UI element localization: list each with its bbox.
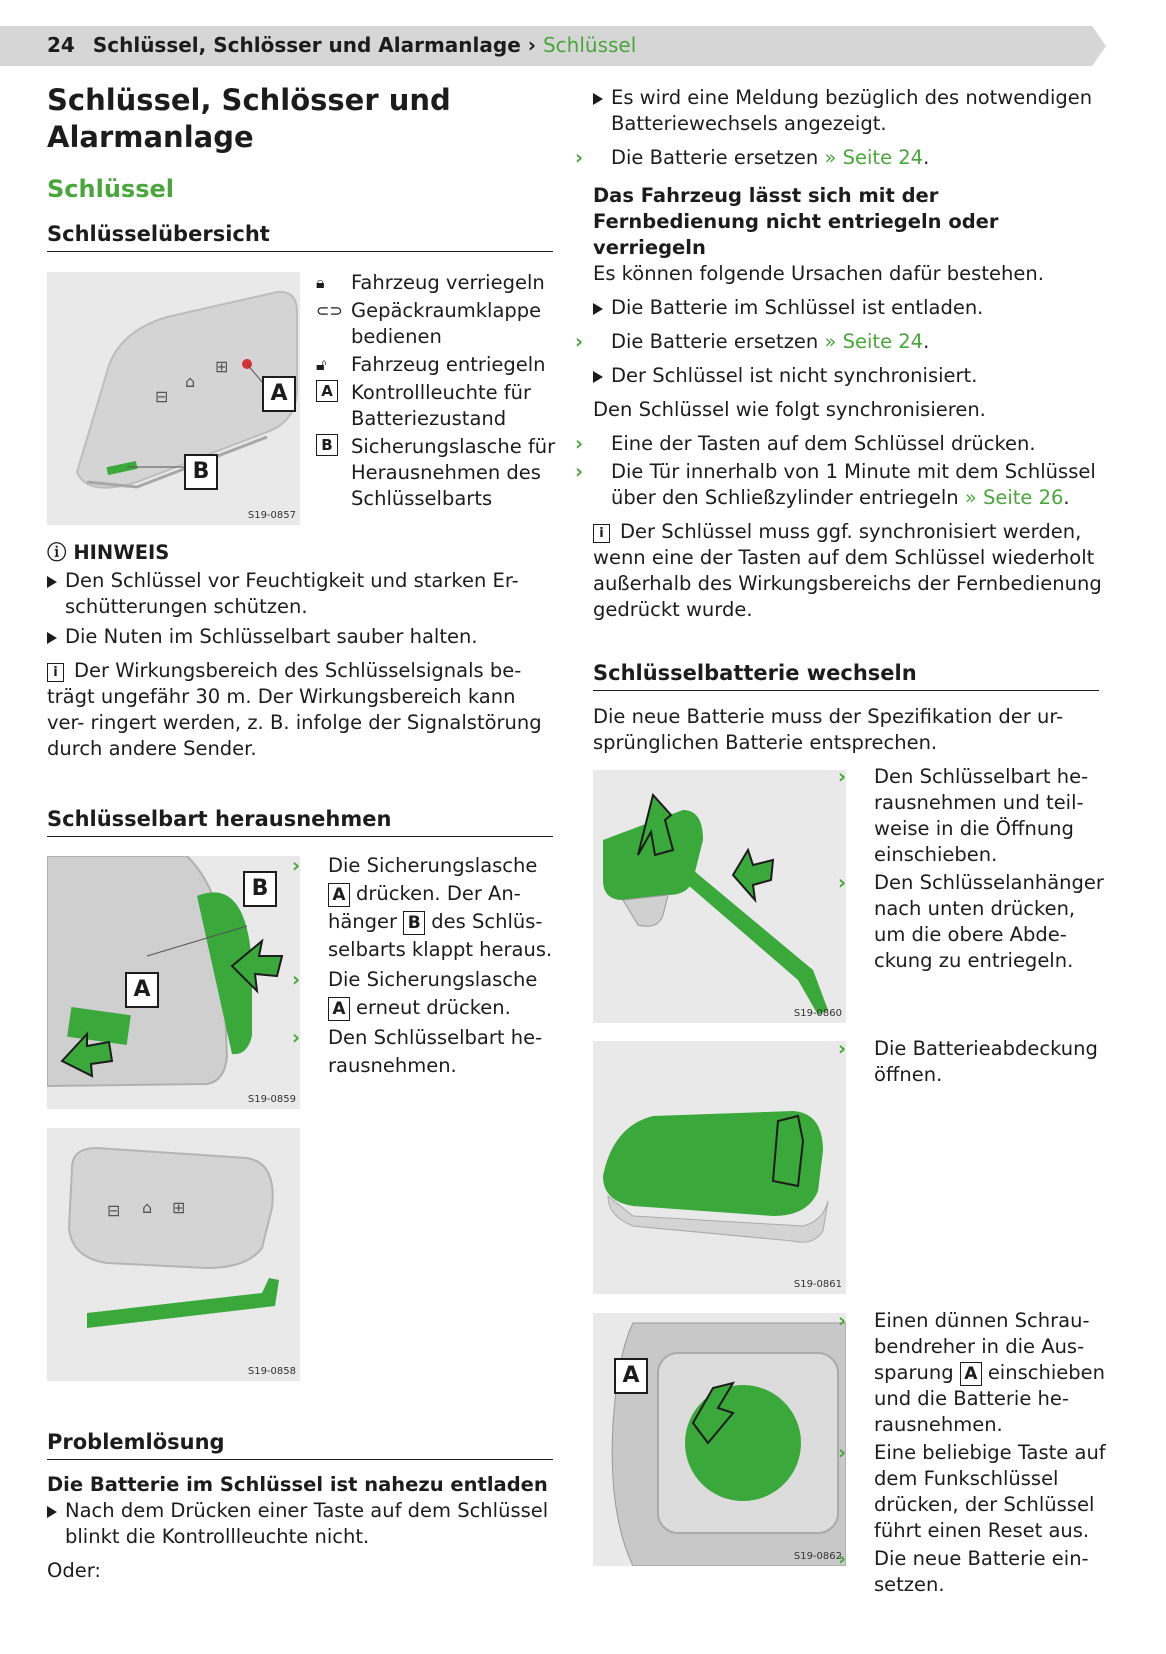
chevron-icon: › <box>575 146 584 169</box>
hinweis-title: ⓘ HINWEIS <box>47 541 170 564</box>
header-arrow <box>1092 26 1106 66</box>
svg-text:⊞: ⊞ <box>172 1198 186 1217</box>
divider <box>47 836 553 837</box>
info-note: i Der Schlüssel muss ggf. synchronisiert werden, wenn eine der Tasten auf dem Schlüssel wiederholt außerhalb des Wirkungsbereichs der Fernbedienung gedrückt wurde. <box>593 520 1102 621</box>
figure-code: S19-0859 <box>247 1094 296 1105</box>
box-a-icon: A <box>316 380 338 402</box>
chevron-icon: › <box>838 1037 847 1060</box>
figure-battery-step3 <box>593 1313 846 1566</box>
chevron-icon: › <box>838 1547 847 1570</box>
legend-item: 🔒︎ Fahrzeug verriegeln <box>316 271 545 294</box>
sync-intro: Den Schlüssel wie folgt synchronisieren. <box>593 398 986 421</box>
bullet-icon <box>47 576 57 588</box>
remove-steps <box>292 852 556 1080</box>
step-item: › Den Schlüsselbart he- rausnehmen und teil- weise in die Öffnung einschieben. <box>838 765 1089 866</box>
fig6-steps <box>838 1308 1106 1598</box>
figure-code: S19-0857 <box>247 510 296 521</box>
list-item: Nach dem Drücken einer Taste auf dem Schlüssel blinkt die Kontrollleuchte nicht. <box>47 1498 553 1550</box>
info-note: i Der Wirkungsbereich des Schlüsselsignals be- trägt ungefähr 30 m. Der Wirkungsbereich kann ver- ringert werden, z. B. infolge der Signalstörung durch andere Sender. <box>47 659 542 760</box>
svg-text:⌂: ⌂ <box>185 372 196 391</box>
step-item: › Die Batterie ersetzen » Seite 24. <box>575 330 930 353</box>
unlock-icon: 🔓︎ <box>316 355 327 374</box>
figure-code: S19-0861 <box>793 1279 842 1290</box>
divider <box>593 690 1099 691</box>
section-title: Schlüssel <box>47 175 174 203</box>
step-item: › Die neue Batterie ein- setzen. <box>838 1547 1089 1596</box>
bullet-icon <box>593 303 603 315</box>
step-item: › Die Tür innerhalb von 1 Minute mit dem Schlüssel über den Schließzylinder entriegeln » Seite 26. <box>575 460 1096 509</box>
figure-battery-step2 <box>593 1041 846 1294</box>
svg-text:⊞: ⊞ <box>215 357 229 376</box>
problem-subheading: Die Batterie im Schlüssel ist nahezu entladen <box>47 1473 548 1496</box>
figure-code: S19-0858 <box>247 1366 296 1377</box>
problem-heading: Problemlösung <box>47 1430 225 1454</box>
list-item: Den Schlüssel vor Feuchtigkeit und starken Er- schütterungen schützen. <box>47 568 553 620</box>
bullet-icon <box>47 632 57 644</box>
oder-text: Oder: <box>47 1559 101 1582</box>
chevron-icon: › <box>575 432 584 455</box>
figure-key-overview <box>47 272 300 525</box>
legend <box>316 270 556 512</box>
bullet-icon <box>593 93 603 105</box>
page-link[interactable]: » Seite 26 <box>964 486 1064 509</box>
legend-item: ⊂⊃ Gepäckraumklappe bedienen <box>316 299 542 348</box>
breadcrumb-current[interactable]: Schlüssel <box>542 33 637 57</box>
legend-item: 🔓︎ Fahrzeug entriegeln <box>316 353 546 376</box>
issue-heading: Das Fahrzeug lässt sich mit der Fernbedienung nicht entriegeln oder verriegeln <box>593 184 999 259</box>
page-number: 24 <box>47 33 75 57</box>
legend-item: B Sicherungslasche für Herausnehmen des Schlüsselbarts <box>316 434 556 512</box>
svg-text:⊟: ⊟ <box>107 1201 121 1220</box>
svg-text:⊟: ⊟ <box>155 387 169 406</box>
page-title: Schlüssel, Schlösser und Alarmanlage <box>47 83 451 154</box>
label-a: A <box>125 972 159 1008</box>
list-item: Die Nuten im Schlüsselbart sauber halten. <box>47 624 553 650</box>
bullet-icon <box>593 371 603 383</box>
svg-text:⌂: ⌂ <box>142 1198 153 1217</box>
page-link[interactable]: » Seite 24 <box>824 330 924 353</box>
chevron-icon: › <box>575 330 584 353</box>
step-item: › Den Schlüsselanhänger nach unten drücken, um die obere Abde- ckung zu entriegeln. <box>838 871 1104 972</box>
step-item: › Eine beliebige Taste auf dem Funkschlüssel drücken, der Schlüssel führt einen Reset aus. <box>838 1441 1106 1542</box>
breadcrumb: 24 Schlüssel, Schlösser und Alarmanlage › Schlüssel <box>47 33 637 57</box>
trunk-icon: ⊂⊃ <box>316 301 343 320</box>
chevron-icon: › <box>838 1441 847 1464</box>
page-link[interactable]: » Seite 24 <box>824 146 924 169</box>
remove-heading: Schlüsselbart herausnehmen <box>47 807 392 831</box>
causes-intro: Es können folgende Ursachen dafür bestehen. <box>593 262 1044 285</box>
step-item: › Den Schlüsselbart he- rausnehmen. <box>292 1026 543 1077</box>
chevron-icon: › <box>838 1309 847 1332</box>
box-b-icon: B <box>316 434 338 456</box>
figure-code: S19-0860 <box>793 1008 842 1019</box>
chevron-icon: › <box>292 968 301 991</box>
info-icon: i <box>593 524 610 543</box>
bullet-icon <box>47 1506 57 1518</box>
step-item: › Die Sicherungslasche A drücken. Der An- hänger B des Schlüs- selbarts klappt heraus. <box>292 854 553 961</box>
chevron-icon: › <box>838 765 847 788</box>
fig5-steps <box>838 1036 1106 1088</box>
right-column-top <box>575 85 1103 623</box>
chevron-icon: › <box>292 1026 301 1049</box>
battery-intro: Die neue Batterie muss der Spezifikation der ur- sprünglichen Batterie entsprechen. <box>593 705 1064 754</box>
step-item: › Eine der Tasten auf dem Schlüssel drücken. <box>575 432 1036 455</box>
label-b: B <box>184 454 218 490</box>
list-item: Der Schlüssel ist nicht synchronisiert. <box>593 363 1103 389</box>
figure-key-remove <box>47 856 300 1109</box>
label-b: B <box>243 871 277 907</box>
step-item: › Einen dünnen Schrau- bendreher in die Aus- sparung A einschieben und die Batterie he- rausnehmen. <box>838 1309 1105 1436</box>
lock-icon: 🔒︎ <box>316 273 325 292</box>
divider <box>47 251 553 252</box>
hinweis-block <box>47 540 553 762</box>
breadcrumb-chapter[interactable]: Schlüssel, Schlösser und Alarmanlage <box>92 33 521 57</box>
info-icon: i <box>47 663 64 682</box>
figure-key-blade <box>47 1128 300 1381</box>
problem-block <box>47 1472 553 1584</box>
battery-heading: Schlüsselbatterie wechseln <box>593 661 917 685</box>
fig4-steps <box>838 764 1106 974</box>
divider <box>47 1459 553 1460</box>
figure-code: S19-0862 <box>793 1551 842 1562</box>
label-a: A <box>262 376 296 412</box>
legend-item: A Kontrollleuchte für Batteriezustand <box>316 380 556 432</box>
overview-heading: Schlüsselübersicht <box>47 222 270 246</box>
step-item: › Die Batterie ersetzen » Seite 24. <box>575 146 930 169</box>
warning-icon: ⓘ <box>47 541 67 564</box>
list-item: Die Batterie im Schlüssel ist entladen. <box>593 295 1103 321</box>
step-item: › Die Sicherungslasche A erneut drücken. <box>292 968 538 1019</box>
step-item: › Die Batterieabdeckung öffnen. <box>838 1037 1098 1086</box>
figure-battery-step1 <box>593 770 846 1023</box>
chevron-icon: › <box>575 460 584 483</box>
chevron-icon: › <box>292 854 301 877</box>
list-item: Es wird eine Meldung bezüglich des notwendigen Batteriewechsels angezeigt. <box>593 85 1103 137</box>
label-a: A <box>614 1358 648 1394</box>
chevron-icon: › <box>838 871 847 894</box>
